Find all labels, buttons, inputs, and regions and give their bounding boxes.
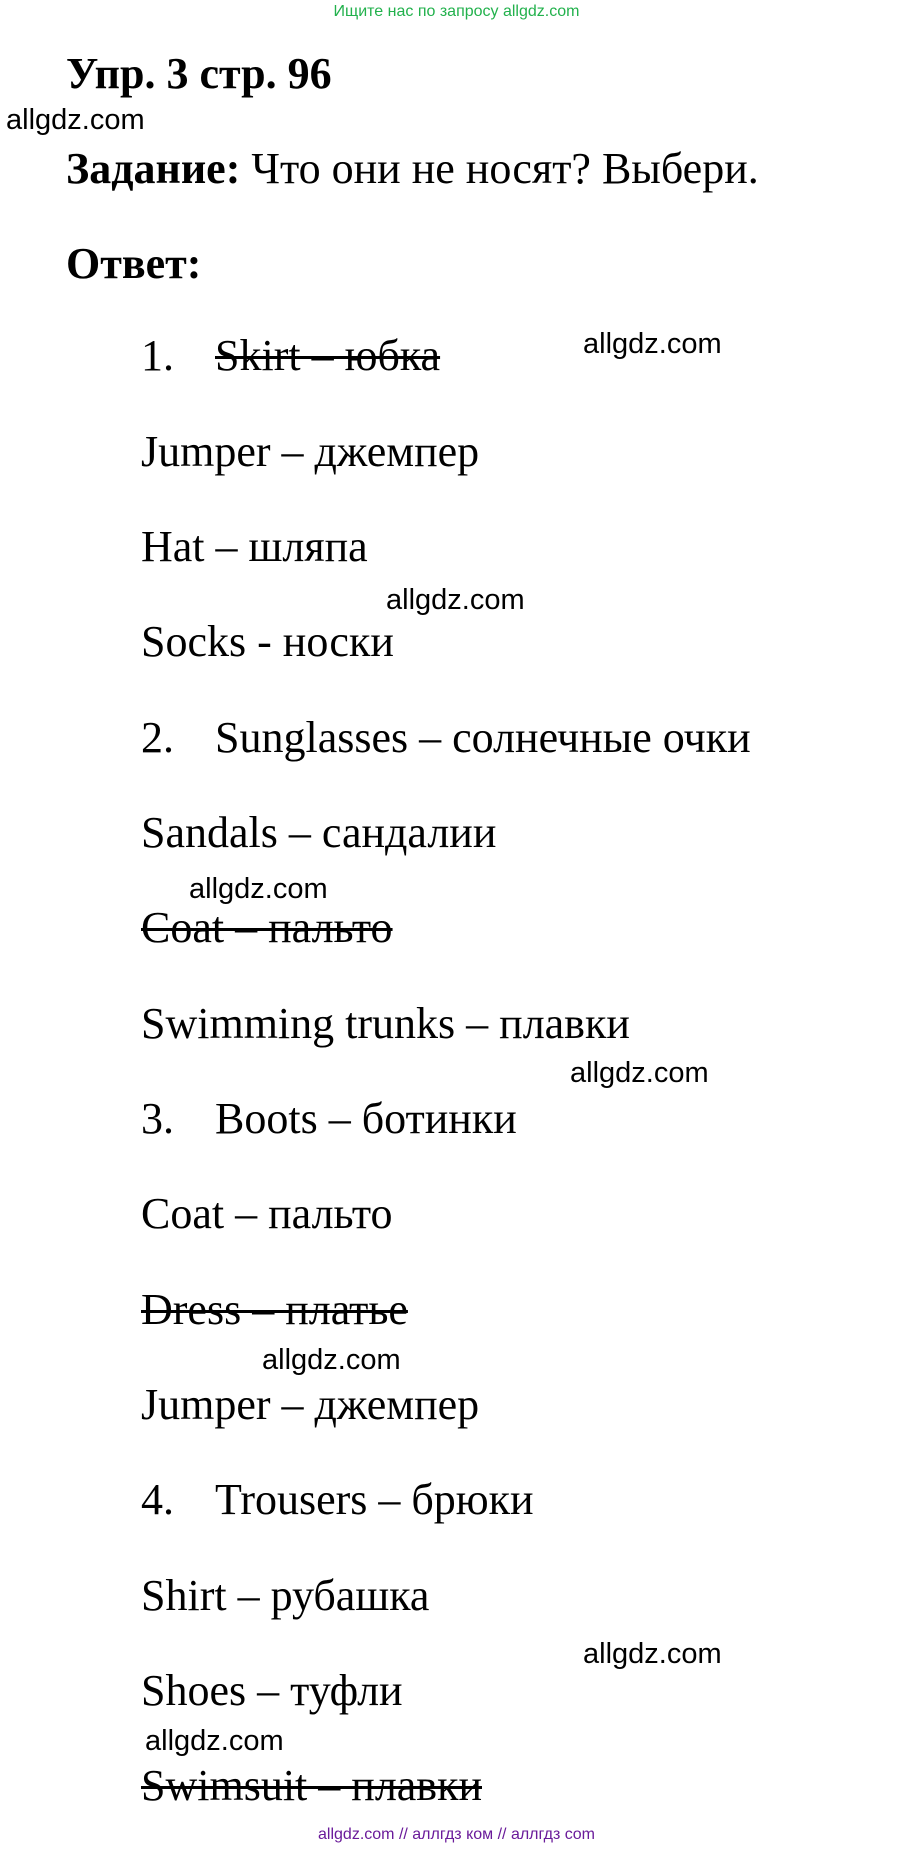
bottom-banner: allgdz.com // аллгдз ком // аллгдз com	[318, 1826, 595, 1843]
watermark: allgdz.com	[583, 328, 722, 360]
exercise-title: Упр. 3 стр. 96	[66, 49, 332, 98]
answer-line: Coat – пальто	[141, 1189, 393, 1238]
group-number: 1.	[141, 331, 174, 380]
watermark: allgdz.com	[145, 1725, 284, 1757]
item-text: Trousers – брюки	[215, 1475, 534, 1524]
answer-line: Jumper – джемпер	[141, 427, 480, 476]
answer-label: Ответ:	[66, 239, 202, 288]
answer-line	[141, 1094, 517, 1143]
item-text: Skirt – юбка	[215, 331, 441, 380]
task-line	[66, 143, 759, 194]
watermark: allgdz.com	[570, 1057, 709, 1089]
answer-line: Shirt – рубашка	[141, 1571, 430, 1620]
answer-line	[141, 331, 441, 380]
answer-line: Coat – пальто	[141, 903, 393, 952]
answer-line: Dress – платье	[141, 1285, 408, 1334]
answer-line: Shoes – туфли	[141, 1666, 403, 1715]
group-number: 4.	[141, 1475, 174, 1524]
group-number: 2.	[141, 713, 174, 762]
task-text: Что они не носят? Выбери.	[251, 144, 759, 193]
task-label: Задание:	[66, 144, 241, 193]
answer-line: Jumper – джемпер	[141, 1380, 480, 1429]
answer-line: Swimming trunks – плавки	[141, 999, 630, 1048]
answer-line: Socks - носки	[141, 617, 394, 666]
answer-line	[141, 713, 751, 762]
answer-line: Swimsuit – плавки	[141, 1761, 482, 1810]
watermark: allgdz.com	[6, 104, 145, 136]
watermark: allgdz.com	[189, 873, 328, 905]
group-number: 3.	[141, 1094, 174, 1143]
watermark: allgdz.com	[262, 1344, 401, 1376]
top-banner: Ищите нас по запросу allgdz.com	[333, 3, 580, 20]
item-text: Sunglasses – солнечные очки	[215, 713, 751, 762]
answer-line: Hat – шляпа	[141, 522, 368, 571]
answer-line	[141, 1475, 534, 1524]
answer-line: Sandals – сандалии	[141, 808, 497, 857]
watermark: allgdz.com	[583, 1638, 722, 1670]
item-text: Boots – ботинки	[215, 1094, 517, 1143]
watermark: allgdz.com	[386, 584, 525, 616]
